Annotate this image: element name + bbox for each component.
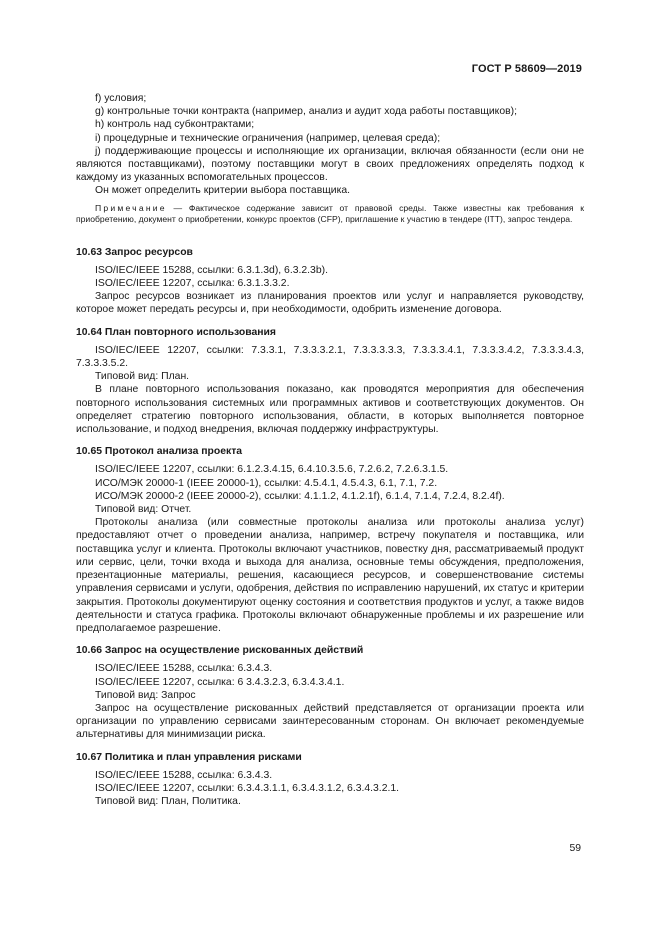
page-number: 59 bbox=[569, 843, 581, 854]
list-item-f: f) условия; bbox=[95, 93, 147, 104]
section-paragraph: ISO/IEC/IEEE 12207, ссылки: 6.1.2.3.4.15, 6.4.10.3.5.6, 7.2.6.2, 7.2.6.3.1.5. bbox=[95, 464, 449, 476]
section-10-65 bbox=[76, 445, 584, 635]
list-item-g: g) контрольные точки контракта (например, анализ и аудит хода работы поставщиков); bbox=[95, 106, 517, 118]
list-item-i: i) процедурные и технические ограничения (например, целевая среда); bbox=[95, 132, 441, 144]
note-text: — Фактическое содержание зависит от правовой среды. Также известны как требования к приобретению, документ о приобретении, конкурс проектов (CFP), приглашение к участию в тендере (ITT), запрос тендера. bbox=[76, 202, 584, 224]
document-code-header: ГОСТ Р 58609—2019 bbox=[471, 63, 582, 75]
section-paragraph: ISO/IEC/IEEE 12207, ссылки: 6.3.4.3.1.1, 6.3.4.3.1.2, 6.3.4.3.2.1. bbox=[95, 782, 400, 794]
section-10-64 bbox=[76, 326, 584, 437]
section-heading: 10.66 Запрос на осуществление рискованных действий bbox=[76, 645, 364, 657]
section-paragraph: В плане повторного использования показано, как проводятся мероприятия для обеспечения повторного использования системных или программных активов и соответствующих документов. Он определяет стратегию повторного использования, области, в которых выполняется повторное использование, и подход внедрения, включая поддержку инфраструктуры. bbox=[76, 384, 584, 436]
section-paragraph: Типовой вид: План. bbox=[95, 371, 190, 383]
section-paragraph: ИСО/МЭК 20000-2 (IEEE 20000-2), ссылки: 4.1.1.2, 4.1.2.1f), 6.1.4, 7.1.4, 7.2.4, 8.2.4f). bbox=[95, 490, 505, 502]
list-item-j: j) поддерживающие процессы и исполняющие их организации, включая обязанности (если они не являются поставщиками), поэтому поставщики могут в своих предложениях определять подход к каждому из указанных вспомогательных процессов. bbox=[76, 145, 584, 184]
intro-block bbox=[76, 92, 584, 225]
section-paragraph: ISO/IEC/IEEE 15288, ссылка: 6.3.4.3. bbox=[95, 663, 273, 675]
list-item-h: h) контроль над субконтрактами; bbox=[95, 119, 255, 131]
section-paragraph: ISO/IEC/IEEE 15288, ссылка: 6.3.4.3. bbox=[95, 769, 273, 781]
intro-paragraph: Он может определить критерии выбора поставщика. bbox=[95, 185, 351, 197]
section-paragraph: ISO/IEC/IEEE 12207, ссылки: 7.3.3.1, 7.3.3.3.2.1, 7.3.3.3.3.3, 7.3.3.3.4.1, 7.3.3.3.4.2, 7.3.3.3.4.3, 7.3.3.3.5.2. bbox=[76, 344, 584, 370]
section-paragraph: Типовой вид: План, Политика. bbox=[95, 796, 241, 808]
section-heading: 10.65 Протокол анализа проекта bbox=[76, 446, 243, 458]
page-content bbox=[76, 92, 584, 808]
section-paragraph: Типовой вид: Запрос bbox=[95, 689, 196, 701]
section-paragraph: ISO/IEC/IEEE 12207, ссылка: 6.3.1.3.3.2. bbox=[95, 278, 290, 290]
note-label: Примечание bbox=[95, 202, 167, 213]
section-paragraph: Запрос на осуществление рискованных действий представляется от организации проекта или организации по управлению сервисами заинтересованным сторонам. Он включает рекомендуемые альтернативы для минимизации риска. bbox=[76, 702, 584, 741]
section-paragraph: Протоколы анализа (или совместные протоколы анализа или протоколы анализа услуг) предоставляют отчет о проведении анализа, например, встречу покупателя и поставщика, или поставщика услуг и клиента. Протоколы включают участников, повестку дня, рассматриваемый продукт или сервис, цели, точки входа и выхода для анализа, основные темы обсуждения, предположения, презентационные материалы, решения, касающиеся ресурсов, и совершенствование системы управления сервисами и услуги, одобрения, действия по исправлению нарушений, их статус и критерии закрытия. Протоколы документируют оценку состояния и соответствия продуктов и услуг, а также видов деятельности и статуса графика. Протоколы включают обнаруженные проблемы и их разрешение или предполагаемое разрешение. bbox=[76, 517, 584, 634]
section-paragraph: ISO/IEC/IEEE 12207, ссылка: 6 3.4.3.2.3, 6.3.4.3.4.1. bbox=[95, 676, 345, 688]
section-heading: 10.67 Политика и план управления рисками bbox=[76, 751, 302, 763]
section-heading: 10.63 Запрос ресурсов bbox=[76, 246, 193, 258]
section-10-67 bbox=[76, 751, 584, 809]
note-paragraph bbox=[76, 203, 584, 225]
section-paragraph: Типовой вид: Отчет. bbox=[95, 504, 192, 516]
section-heading: 10.64 План повторного использования bbox=[76, 326, 276, 338]
section-paragraph: Запрос ресурсов возникает из планирования проектов или услуг и направляется руководству, которое может передать ресурсы и, при необходимости, одобрить изменение договора. bbox=[76, 291, 584, 316]
section-10-66 bbox=[76, 644, 584, 741]
section-paragraph: ISO/IEC/IEEE 15288, ссылки: 6.3.1.3d), 6.3.2.3b). bbox=[95, 264, 328, 276]
section-10-63 bbox=[76, 246, 584, 317]
section-paragraph: ИСО/МЭК 20000-1 (IEEE 20000-1), ссылки: 4.5.4.1, 4.5.4.3, 6.1, 7.1, 7.2. bbox=[95, 477, 438, 489]
